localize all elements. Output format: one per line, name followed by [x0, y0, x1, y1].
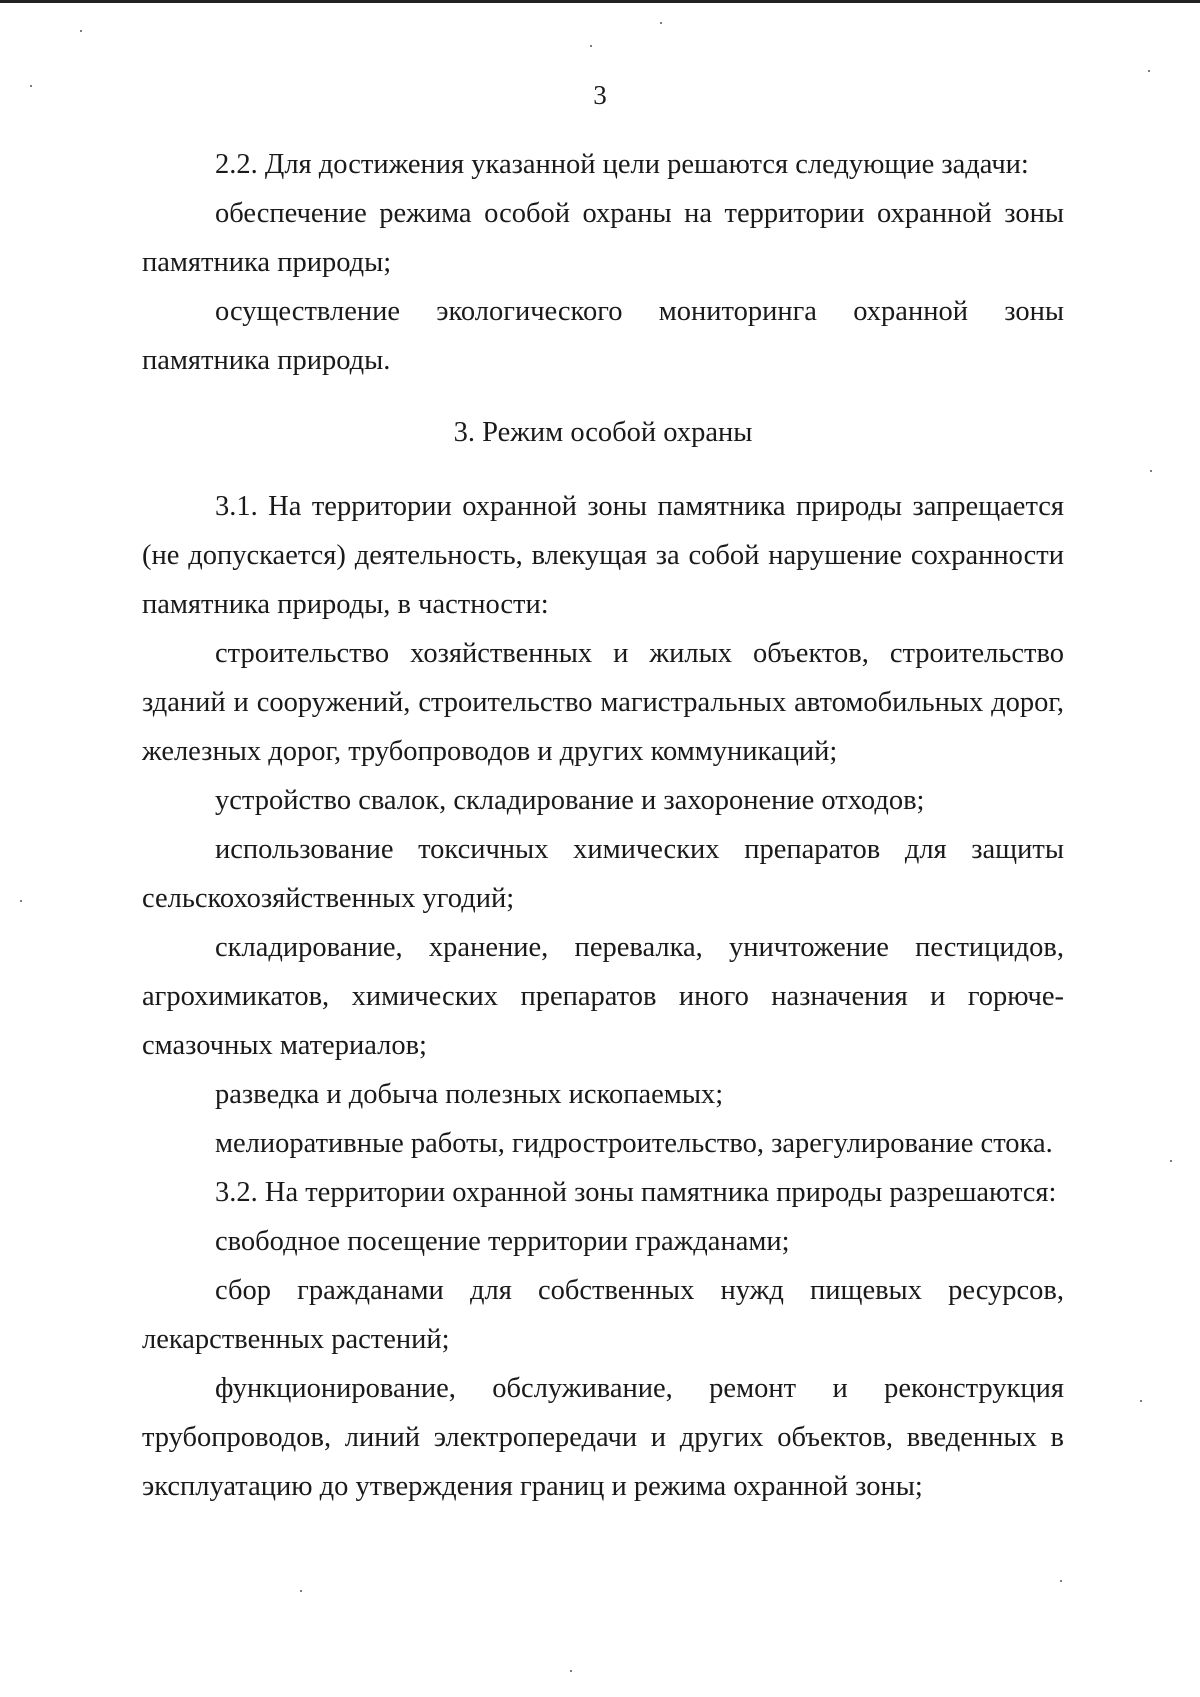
paragraph-3-1: 3.1. На территории охранной зоны памятника природы запрещается (не допускается) деятельность, влекущая за собой нарушение сохранности памятника природы, в частности: [142, 491, 1064, 620]
scan-speck [1140, 1400, 1142, 1402]
paragraph-3-1-item-melioration: мелиоративные работы, гидростроительство, зарегулирование стока. [215, 1128, 1053, 1159]
paragraph-2-2-item-monitoring: осуществление экологического мониторинга охранной зоны памятника природы. [142, 296, 1064, 376]
paragraph-3-1-item-construction: строительство хозяйственных и жилых объектов, строительство зданий и сооружений, строительство магистральных автомобильных дорог, железных дорог, трубопроводов и других коммуникаций; [142, 638, 1064, 767]
paragraph-3-2-item-infrastructure: функционирование, обслуживание, ремонт и реконструкция трубопроводов, линий электропередачи и других объектов, введенных в эксплуатацию до утверждения границ и режима охранной зоны; [142, 1373, 1064, 1502]
scan-speck [1148, 70, 1150, 72]
page-top-border [0, 0, 1200, 3]
paragraph-3-2-item-free-visit: свободное посещение территории гражданами; [215, 1226, 790, 1257]
scan-speck [660, 22, 662, 24]
paragraph-3-2: 3.2. На территории охранной зоны памятника природы разрешаются: [215, 1177, 1057, 1208]
scan-speck [570, 1670, 572, 1672]
scan-speck [1060, 1580, 1062, 1582]
scan-speck [20, 900, 22, 902]
scan-speck [590, 45, 592, 47]
paragraph-3-1-item-pesticides: складирование, хранение, перевалка, уничтожение пестицидов, агрохимикатов, химических препаратов иного назначения и горюче-смазочных материалов; [142, 932, 1064, 1061]
scan-speck [1150, 470, 1152, 472]
paragraph-3-1-item-toxic-chemicals: использование токсичных химических препаратов для защиты сельскохозяйственных угодий; [142, 834, 1064, 914]
section-heading-3: 3. Режим особой охраны [453, 417, 753, 448]
document-body [142, 140, 1064, 1511]
scan-speck [1170, 1160, 1172, 1162]
paragraph-2-2-item-protection-regime: обеспечение режима особой охраны на территории охранной зоны памятника природы; [142, 198, 1064, 278]
scan-speck [300, 1590, 302, 1592]
paragraph-3-1-item-mining: разведка и добыча полезных ископаемых; [215, 1079, 724, 1110]
scan-speck [80, 30, 82, 32]
scan-speck [30, 85, 32, 87]
paragraph-3-1-item-dumps: устройство свалок, складирование и захоронение отходов; [215, 785, 925, 816]
paragraph-3-2-item-gathering: сбор гражданами для собственных нужд пищевых ресурсов, лекарственных растений; [142, 1275, 1064, 1355]
page-number: 3 [593, 80, 607, 110]
paragraph-2-2: 2.2. Для достижения указанной цели решаются следующие задачи: [215, 149, 1029, 180]
